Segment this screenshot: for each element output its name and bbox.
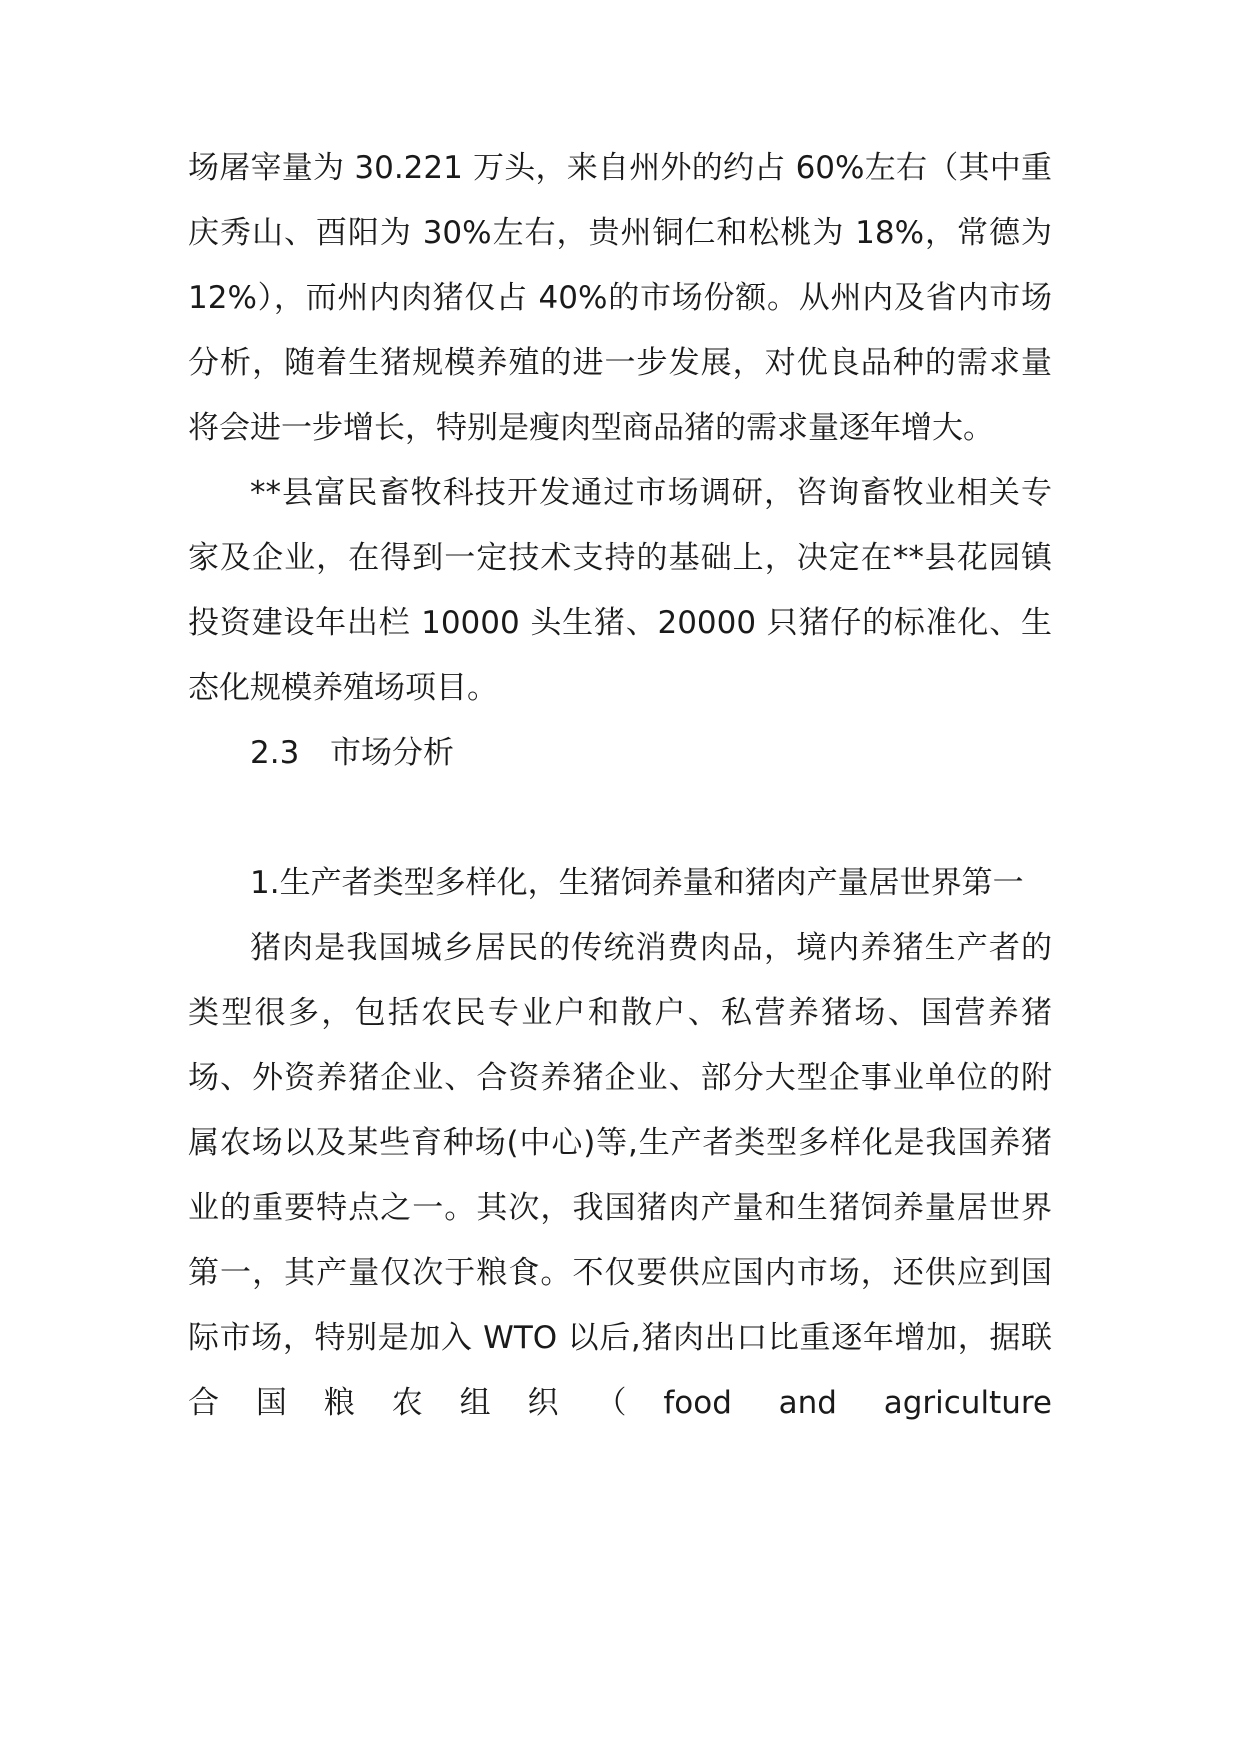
paragraph-market-share: 场屠宰量为 30.221 万头，来自州外的约占 60%左右（其中重庆秀山、酉阳为 30%左右，贵州铜仁和松桃为 18%，常德为 12%），而州内肉猪仅占 40%的市场份额。从州内及省内市场分析，随着生猪规模养殖的进一步发展，对优良品种的需求量将会进一步增长，特别是瘦肉型商品猪的需求量逐年增大。 bbox=[188, 150, 1052, 446]
subheading-producer-types: 1.生产者类型多样化，生猪饲养量和猪肉产量居世界第一 bbox=[250, 865, 1024, 901]
paragraph-project-decision: **县富民畜牧科技开发通过市场调研，咨询畜牧业相关专家及企业，在得到一定技术支持的基础上，决定在**县花园镇投资建设年出栏 10000 头生猪、20000 只猪仔的标准化、生态化规模养殖场项目。 bbox=[188, 475, 1052, 706]
paragraph-pork-consumption: 猪肉是我国城乡居民的传统消费肉品，境内养猪生产者的类型很多，包括农民专业户和散户、私营养猪场、国营养猪场、外资养猪企业、合资养猪企业、部分大型企事业单位的附属农场以及某些育种场(中心)等,生产者类型多样化是我国养猪业的重要特点之一。其次，我国猪肉产量和生猪饲养量居世界第一，其产量仅次于粮食。不仅要供应国内市场，还供应到国际市场，特别是加入 WTO 以后,猪肉出口比重逐年增加，据联合国粮农组织（food and agriculture bbox=[188, 930, 1052, 1421]
section-number: 2.3 bbox=[250, 735, 300, 771]
document-body bbox=[188, 136, 1052, 1436]
blank-line bbox=[188, 786, 1052, 851]
section-heading bbox=[188, 721, 1052, 786]
section-title: 市场分析 bbox=[330, 735, 454, 771]
